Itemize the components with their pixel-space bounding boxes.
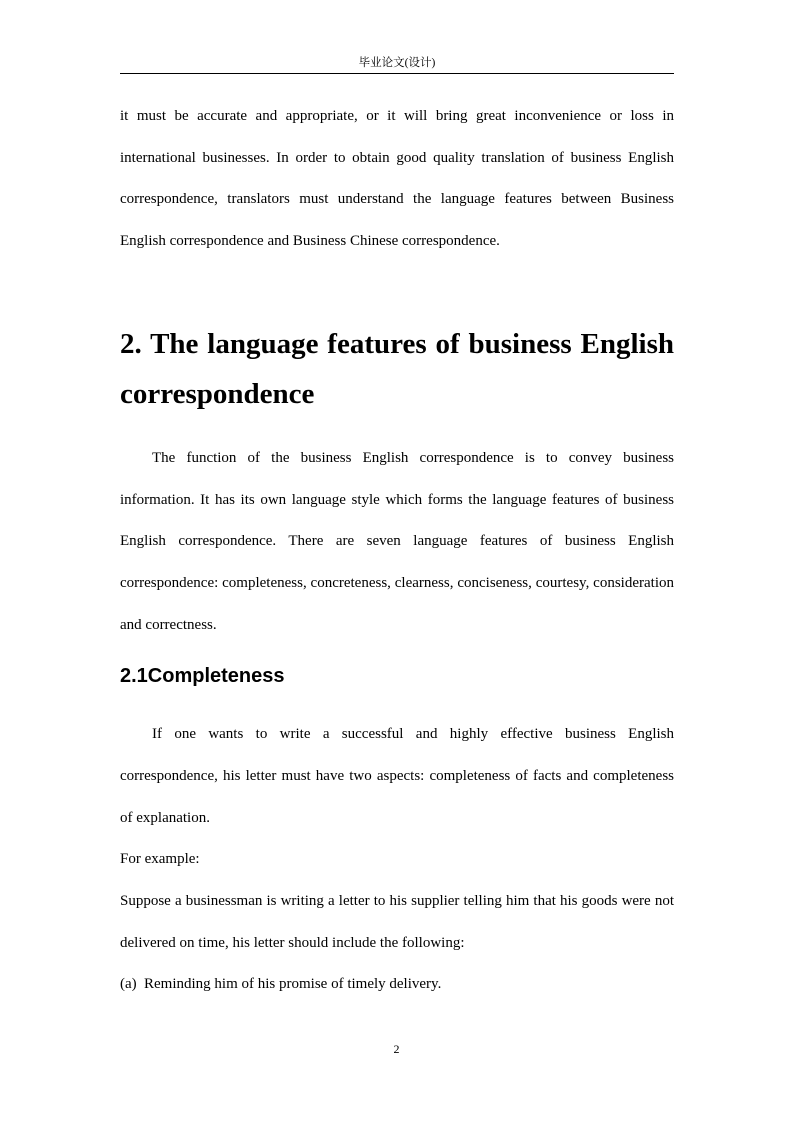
intro-paragraph: it must be accurate and appropriate, or it will bring great inconvenience or loss in international businesses. In order to obtain good quality translation of business English correspondence, translators must understand the language features between Business English correspondence and Business Chinese correspondence. <box>120 108 674 250</box>
example-paragraph: Suppose a businessman is writing a letter to his supplier telling him that his goods were not delivered on time, his letter should include the following: <box>120 892 674 951</box>
list-item-text: Reminding him of his promise of timely delivery. <box>144 976 442 993</box>
section-paragraph: The function of the business English correspondence is to convey business information. It has its own language style which forms the language features of business English correspondence. There are seven language features of business English correspondence: completeness, concreteness, clearness, conciseness, courtesy, consideration and correctness. <box>120 449 674 633</box>
list-item <box>120 964 674 1006</box>
running-header: 毕业论文(设计) <box>358 57 436 69</box>
page-number: 2 <box>393 1042 400 1056</box>
subsection-paragraph: If one wants to write a successful and highly effective business English correspondence, his letter must have two aspects: completeness of facts and completeness of explanation. <box>120 726 674 826</box>
example-label: For example: <box>120 851 200 868</box>
page-body <box>120 96 674 1006</box>
list-marker: (a) <box>120 976 137 993</box>
header-rule <box>120 73 674 74</box>
section-heading: 2. The language features of business English correspondence <box>120 327 674 410</box>
subsection-heading: 2.1Completeness <box>120 665 285 688</box>
